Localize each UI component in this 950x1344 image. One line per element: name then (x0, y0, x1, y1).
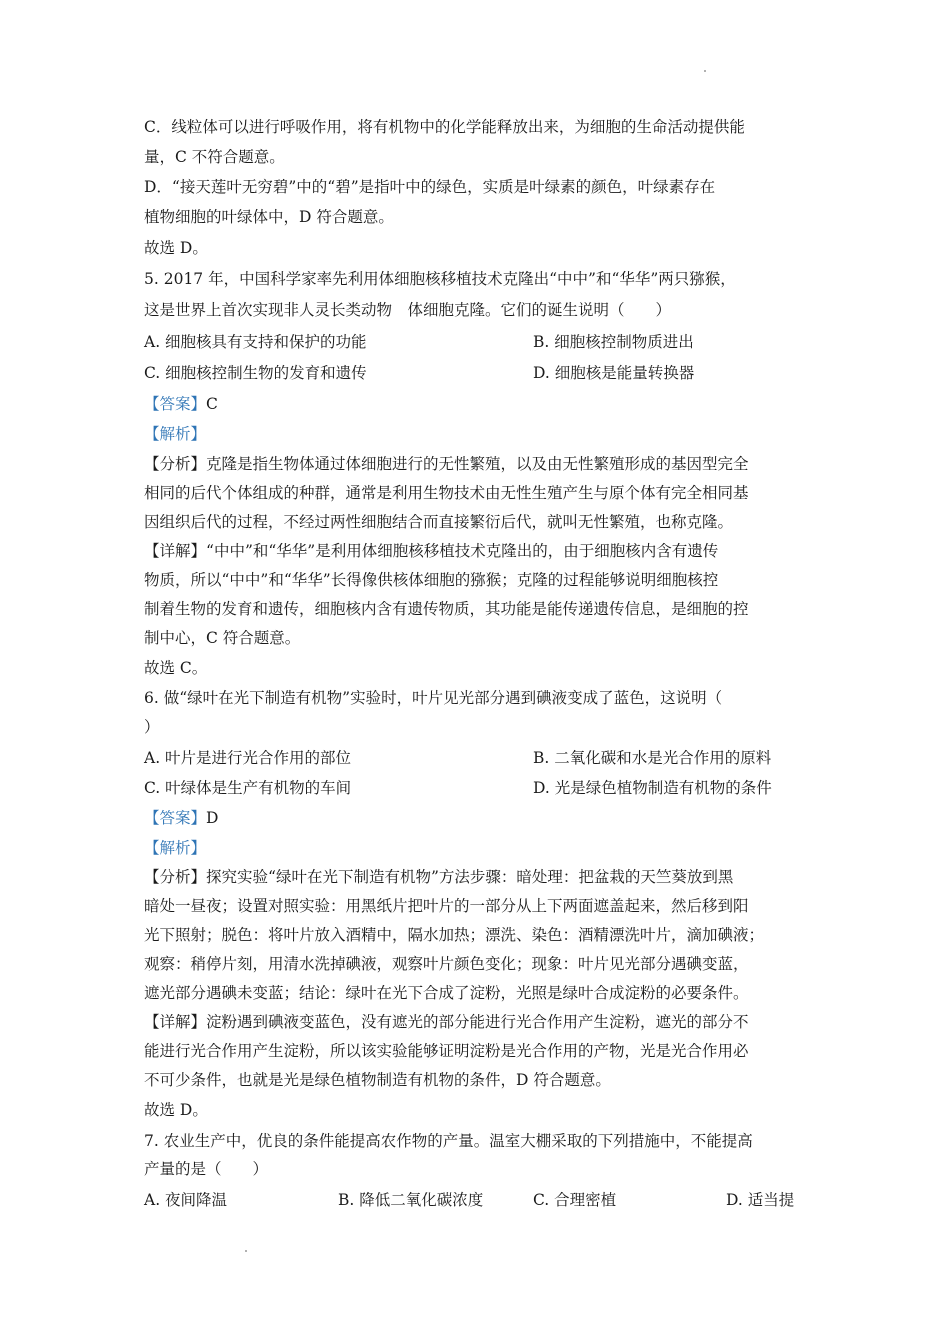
q4-choose: 故选 D。 (144, 239, 208, 257)
q5-analysis-tag: 【解析】 (144, 425, 207, 443)
xiangjie-text: 淀粉遇到碘液变蓝色，没有遮光的部分能进行光合作用产生淀粉，遮光的部分不 (206, 1013, 749, 1031)
q7-option-a: A. 夜间降温 (144, 1191, 228, 1209)
q5-xiangjie-line1 (144, 540, 718, 562)
fenxi-tag: 【分析】 (144, 455, 207, 473)
q7-option-c: C. 合理密植 (533, 1191, 617, 1209)
q6-option-a: A. 叶片是进行光合作用的部位 (144, 749, 352, 767)
q7-stem-line1: 7. 农业生产中，优良的条件能提高农作物的产量。温室大棚采取的下列措施中，不能提高 (144, 1132, 753, 1150)
answer-value: C (206, 395, 218, 413)
q6-fenxi-line2: 暗处一昼夜；设置对照实验：用黑纸片把叶片的一部分从上下两面遮盖起来，然后移到阳 (144, 897, 749, 915)
q5-stem-line1: 5. 2017 年，中国科学家率先利用体细胞核移植技术克隆出“中中”和“华华”两只猕猴， (144, 270, 736, 288)
q6-xiangjie-line3: 不可少条件，也就是光是绿色植物制造有机物的条件，D 符合题意。 (144, 1071, 611, 1089)
xiangjie-text: “中中”和“华华”是利用体细胞核移植技术克隆出的，由于细胞核内含有遗传 (206, 542, 719, 560)
q6-xiangjie-line2: 能进行光合作用产生淀粉，所以该实验能够证明淀粉是光合作用的产物，光是光合作用必 (144, 1042, 749, 1060)
fenxi-tag: 【分析】 (144, 868, 207, 886)
q6-analysis-tag: 【解析】 (144, 839, 207, 857)
q4-option-c-line1: C．线粒体可以进行呼吸作用，将有机物中的化学能释放出来，为细胞的生命活动提供能 (144, 118, 745, 136)
q5-stem-line2: 这是世界上首次实现非人灵长类动物 体细胞克隆。它们的诞生说明（ ） (144, 301, 672, 319)
q5-fenxi-line1 (144, 453, 749, 475)
q4-option-d-line2: 植物细胞的叶绿体中，D 符合题意。 (144, 208, 394, 226)
q6-fenxi-line5: 遮光部分遇碘未变蓝；结论：绿叶在光下合成了淀粉，光照是绿叶合成淀粉的必要条件。 (144, 984, 749, 1002)
q4-option-c-line2: 量，C 不符合题意。 (144, 148, 285, 166)
q6-option-d: D. 光是绿色植物制造有机物的条件 (533, 779, 772, 797)
q4-option-d-line1: D．“接天莲叶无穷碧”中的“碧”是指叶中的绿色，实质是叶绿素的颜色，叶绿素存在 (144, 178, 716, 196)
answer-tag: 【答案】 (144, 809, 207, 827)
q5-option-a: A. 细胞核具有支持和保护的功能 (144, 333, 367, 351)
q6-fenxi-line3: 光下照射；脱色：将叶片放入酒精中，隔水加热；漂洗、染色：酒精漂洗叶片，滴加碘液； (144, 926, 765, 944)
q5-option-d: D. 细胞核是能量转换器 (533, 364, 695, 382)
q6-fenxi-line1 (144, 866, 733, 888)
q5-xiangjie-line3: 制着生物的发育和遗传，细胞核内含有遗传物质，其功能是能传递遗传信息，是细胞的控 (144, 600, 749, 618)
q6-xiangjie-line1 (144, 1011, 749, 1033)
fenxi-text: 探究实验“绿叶在光下制造有机物”方法步骤：暗处理：把盆栽的天竺葵放到黑 (206, 868, 734, 886)
xiangjie-tag: 【详解】 (144, 542, 207, 560)
q5-option-b: B. 细胞核控制物质进出 (533, 333, 694, 351)
fenxi-text: 克隆是指生物体通过体细胞进行的无性繁殖，以及由无性繁殖形成的基因型完全 (206, 455, 749, 473)
q6-choose: 故选 D。 (144, 1101, 208, 1119)
q5-fenxi-line2: 相同的后代个体组成的种群，通常是利用生物技术由无性生殖产生与原个体有完全相同基 (144, 484, 749, 502)
q7-option-d: D. 适当提 (726, 1191, 795, 1209)
q6-option-b: B. 二氧化碳和水是光合作用的原料 (533, 749, 772, 767)
q6-answer (144, 807, 218, 829)
answer-tag: 【答案】 (144, 395, 207, 413)
q6-option-c: C. 叶绿体是生产有机物的车间 (144, 779, 352, 797)
q5-choose: 故选 C。 (144, 659, 208, 677)
answer-value: D (206, 809, 219, 827)
q6-fenxi-line4: 观察：稍停片刻，用清水洗掉碘液，观察叶片颜色变化；现象：叶片见光部分遇碘变蓝， (144, 955, 749, 973)
q5-answer (144, 393, 218, 415)
q7-option-b: B. 降低二氧化碳浓度 (338, 1191, 484, 1209)
q5-option-c: C. 细胞核控制生物的发育和遗传 (144, 364, 367, 382)
q6-stem-line2: ） (144, 718, 160, 736)
q7-stem-line2: 产量的是（ ） (144, 1160, 269, 1178)
scan-speck-bottom (245, 1250, 247, 1252)
q5-xiangjie-line2: 物质，所以“中中”和“华华”长得像供核体细胞的猕猴；克隆的过程能够说明细胞核控 (144, 571, 719, 589)
q5-xiangjie-line4: 制中心，C 符合题意。 (144, 629, 301, 647)
scan-speck-top (704, 70, 706, 72)
xiangjie-tag: 【详解】 (144, 1013, 207, 1031)
q5-fenxi-line3: 因组织后代的过程，不经过两性细胞结合而直接繁衍后代，就叫无性繁殖，也称克隆。 (144, 513, 734, 531)
q6-stem-line1: 6. 做“绿叶在光下制造有机物”实验时，叶片见光部分遇到碘液变成了蓝色，这说明（ (144, 689, 723, 707)
